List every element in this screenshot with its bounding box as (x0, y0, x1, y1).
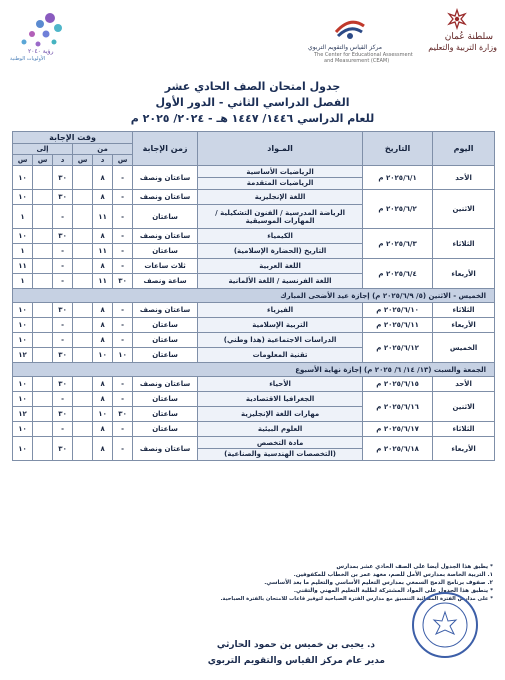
cell-date: ٢٠٢٥/٦/١٦ م (363, 392, 433, 422)
subject-name: الرياضيات الأساسية (246, 168, 314, 176)
schedule-section-2 (13, 303, 495, 363)
cell-to-gap (33, 259, 53, 274)
cell-from-gap (73, 392, 93, 407)
subject-name: العلوم البيئية (257, 425, 303, 433)
cell-to-s: ١١ (13, 259, 33, 274)
cell-from-gap (73, 333, 93, 348)
signatory-title: مدير عام مركز القياس والتقويم التربوي (207, 656, 385, 666)
cell-subjects (198, 205, 363, 229)
cell-from-gap (73, 422, 93, 437)
cell-to-gap (33, 377, 53, 392)
cell-subjects (198, 229, 363, 244)
cell-to-gap (33, 333, 53, 348)
cell-date: ٢٠٢٥/٦/١١ م (363, 318, 433, 333)
cell-to-s: ١٠ (13, 190, 33, 205)
cell-from-s: - (113, 244, 133, 259)
cell-to-d: - (53, 259, 73, 274)
cell-day: الثلاثاء (433, 229, 495, 259)
table-row (13, 437, 495, 461)
subject-name: التربية الإسلامية (252, 321, 308, 329)
cell-to-s: ١٠ (13, 318, 33, 333)
cell-subjects (198, 407, 363, 422)
cell-day: الاثنين (433, 190, 495, 229)
cell-from-s: - (113, 333, 133, 348)
subject-name: التاريخ (الحضارة الإسلامية) (233, 247, 327, 255)
cell-subjects (198, 166, 363, 190)
cell-day: الأحد (433, 377, 495, 392)
header-answer-time: وقت الإجابة (13, 132, 133, 144)
signatory-name: د. يحيى بن خميس بن حمود الحارثي (216, 640, 375, 650)
cell-subjects (198, 348, 363, 363)
note-line: * على مدارس الفترة المسائية التنسيق مع مدارس الفترة الصباحية لتوفير قاعات للامتحان بالفترة الصباحية. (220, 596, 493, 602)
cell-subjects (198, 259, 363, 274)
cell-from-s: - (113, 190, 133, 205)
vision-logo (10, 8, 70, 68)
subject-name: مادة التخصص (256, 439, 304, 447)
cell-from-d: ٨ (93, 303, 113, 318)
center-name-en-2: and Measurement (CEAM) (324, 58, 390, 64)
header-date: التاريخ (363, 132, 433, 166)
title-line-2: الفصل الدراسي الثاني - الدور الأول (155, 96, 350, 109)
ministry-name-line2: وزارة التربية والتعليم (428, 43, 497, 52)
cell-to-gap (33, 318, 53, 333)
cell-day: الاثنين (433, 392, 495, 422)
cell-duration: ساعتان (133, 348, 198, 363)
header-unit-s: س (33, 155, 53, 166)
cell-from-gap (73, 303, 93, 318)
cell-day: الثلاثاء (433, 422, 495, 437)
cell-to-gap (33, 348, 53, 363)
ministry-name-line1: سلطنة عُمان (444, 32, 493, 42)
cell-date: ٢٠٢٥/٦/١٢ م (363, 333, 433, 363)
cell-to-gap (33, 437, 53, 461)
cell-subjects (198, 392, 363, 407)
cell-from-d: ٨ (93, 166, 113, 190)
subject-name: الفيزياء (267, 306, 294, 314)
cell-from-gap (73, 348, 93, 363)
cell-subjects (198, 244, 363, 259)
cell-to-d: - (53, 205, 73, 229)
cell-duration: ساعتان (133, 318, 198, 333)
cell-subjects (198, 333, 363, 348)
cell-from-s: - (113, 303, 133, 318)
table-row (13, 303, 495, 318)
cell-duration: ساعتان ونصف (133, 190, 198, 205)
table-row (13, 422, 495, 437)
subject-name: اللغة الإنجليزية (254, 193, 306, 201)
cell-subjects (198, 303, 363, 318)
cell-duration: ساعتان (133, 422, 198, 437)
vision-caption: الأولويات الوطنية (10, 56, 46, 62)
cell-to-d: ٣٠ (53, 348, 73, 363)
cell-to-s: ١ (13, 205, 33, 229)
cell-day: الثلاثاء (433, 303, 495, 318)
cell-to-gap (33, 244, 53, 259)
cell-from-d: ١١ (93, 205, 113, 229)
cell-from-d: ٨ (93, 229, 113, 244)
cell-day: الأربعاء (433, 318, 495, 333)
holiday-separator-1: الخميس - الاثنين (٥/ ٢٠٢٥/٦/٩ م) إجازة عيد الأضحى المبارك (13, 289, 495, 303)
cell-to-s: ١٠ (13, 377, 33, 392)
cell-from-d: ٨ (93, 437, 113, 461)
cell-from-s: ١٠ (113, 348, 133, 363)
cell-to-d: - (53, 392, 73, 407)
cell-to-gap (33, 407, 53, 422)
cell-from-gap (73, 166, 93, 190)
cell-duration: ساعتان ونصف (133, 303, 198, 318)
cell-to-s: ١ (13, 274, 33, 289)
cell-day: الأربعاء (433, 259, 495, 289)
cell-from-gap (73, 190, 93, 205)
cell-from-d: ٨ (93, 377, 113, 392)
cell-from-d: ٨ (93, 333, 113, 348)
cell-from-gap (73, 229, 93, 244)
table-row (13, 392, 495, 407)
title-line-3: للعام الدراسي ١٤٤٦/ ١٤٤٧ هـ - ٢٠٢٤/ ٢٠٢٥ م (130, 112, 375, 125)
cell-from-s: - (113, 377, 133, 392)
subject-name: الدراسات الاجتماعية (هذا وطني) (223, 336, 337, 344)
cell-date: ٢٠٢٥/٦/١٥ م (363, 377, 433, 392)
note-line: ١. التربية الخاصة بمدارس الأمل للصم، معهد عمر بن الخطاب للمكفوفين. (293, 572, 493, 578)
cell-to-gap (33, 392, 53, 407)
cell-from-s: - (113, 166, 133, 190)
cell-date: ٢٠٢٥/٦/١ م (363, 166, 433, 190)
note-line: * يطبق هذا الجدول أيضا على الصف الحادي عشر بمدارس (336, 564, 493, 570)
cell-duration: ساعتان ونصف (133, 437, 198, 461)
cell-to-d: ٣٠ (53, 407, 73, 422)
cell-from-s: - (113, 259, 133, 274)
cell-from-gap (73, 318, 93, 333)
cell-to-gap (33, 274, 53, 289)
header-day: اليوم (433, 132, 495, 166)
cell-from-gap (73, 259, 93, 274)
cell-duration: ساعتان ونصف (133, 229, 198, 244)
cell-subjects (198, 422, 363, 437)
cell-from-s: ٣٠ (113, 274, 133, 289)
cell-to-d: - (53, 318, 73, 333)
subject-name: الكيمياء (267, 232, 293, 240)
cell-to-s: ١٠ (13, 229, 33, 244)
subject-name: اللغة الفرنسية / اللغة الألمانية (228, 277, 332, 285)
cell-to-s: ١٠ (13, 303, 33, 318)
cell-subjects (198, 274, 363, 289)
subject-name: الأحياء (269, 380, 291, 388)
cell-to-d: ٣٠ (53, 229, 73, 244)
cell-from-d: ١٠ (93, 348, 113, 363)
cell-to-d: - (53, 333, 73, 348)
cell-date: ٢٠٢٥/٦/١٧ م (363, 422, 433, 437)
cell-day: الخميس (433, 333, 495, 363)
table-row (13, 190, 495, 205)
cell-from-gap (73, 244, 93, 259)
cell-subjects (198, 190, 363, 205)
cell-from-s: - (113, 437, 133, 461)
cell-subjects (198, 377, 363, 392)
table-row (13, 229, 495, 244)
note-line: ٢. صفوف برنامج الدمج السمعي بمدارس التعليم الأساسي والتعليم ما بعد الأساسي. (264, 580, 493, 586)
cell-to-s: ١٠ (13, 437, 33, 461)
cell-date: ٢٠٢٥/٦/١٨ م (363, 437, 433, 461)
cell-duration: ساعتان (133, 392, 198, 407)
cell-from-d: ٨ (93, 259, 113, 274)
cell-date: ٢٠٢٥/٦/١٠ م (363, 303, 433, 318)
cell-from-s: - (113, 229, 133, 244)
cell-subjects (198, 437, 363, 461)
header-to: إلى (13, 144, 73, 155)
cell-from-gap (73, 205, 93, 229)
cell-duration: ساعتان (133, 205, 198, 229)
cell-to-s: ١٠ (13, 166, 33, 190)
cell-to-d: - (53, 422, 73, 437)
title-line-1: جدول امتحان الصف الحادي عشر (164, 80, 341, 93)
ceam-emblem-icon (332, 14, 368, 44)
cell-from-gap (73, 274, 93, 289)
official-stamp (410, 590, 480, 660)
cell-from-d: ٨ (93, 190, 113, 205)
ceam-logo (300, 14, 413, 64)
table-row (13, 377, 495, 392)
cell-from-s: - (113, 392, 133, 407)
cell-to-gap (33, 303, 53, 318)
cell-duration: ساعتان (133, 407, 198, 422)
cell-duration: ثلاث ساعات (133, 259, 198, 274)
subject-name: اللغة العربية (259, 262, 301, 270)
cell-from-s: - (113, 422, 133, 437)
cell-duration: ساعتان (133, 333, 198, 348)
header-unit-s: س (73, 155, 93, 166)
cell-from-gap (73, 377, 93, 392)
header-unit-d: د (93, 155, 113, 166)
cell-to-s: ١٠ (13, 422, 33, 437)
header-duration: زمن الإجابة (133, 132, 198, 166)
cell-to-d: ٣٠ (53, 437, 73, 461)
cell-from-d: ١١ (93, 244, 113, 259)
ministry-logo (415, 8, 497, 56)
exam-schedule-table (12, 131, 494, 461)
cell-day: الأربعاء (433, 437, 495, 461)
cell-to-gap (33, 205, 53, 229)
table-row (13, 318, 495, 333)
note-line: * ينطبق هذا الجدول على المواد المشتركة لطلبة التعليم المهني والتقني. (293, 588, 493, 594)
cell-to-gap (33, 166, 53, 190)
schedule-section-1 (13, 166, 495, 289)
center-name-ar: مركز القياس والتقويم التربوي (308, 44, 382, 51)
holiday-separator-2: الجمعة والسبت (١٣/ ١٤/ ٦/ ٢٠٢٥ م) إجازة نهاية الأسبوع (13, 363, 495, 377)
cell-date: ٢٠٢٥/٦/٢ م (363, 190, 433, 229)
header-from: من (73, 144, 133, 155)
subject-name: الجغرافيا الاقتصادية (245, 395, 315, 403)
cell-duration: ساعتان ونصف (133, 166, 198, 190)
header-subjects: المـواد (198, 132, 363, 166)
table-row (13, 166, 495, 190)
cell-to-gap (33, 229, 53, 244)
cell-date: ٢٠٢٥/٦/٤ م (363, 259, 433, 289)
cell-from-d: ٨ (93, 392, 113, 407)
cell-to-d: - (53, 244, 73, 259)
cell-to-d: ٣٠ (53, 303, 73, 318)
cell-duration: ساعتان (133, 244, 198, 259)
cell-from-s: ٣٠ (113, 407, 133, 422)
cell-day: الأحد (433, 166, 495, 190)
stamp-seal-icon (410, 590, 480, 660)
cell-to-d: ٣٠ (53, 166, 73, 190)
cell-to-s: ١٠ (13, 392, 33, 407)
schedule-grid (12, 131, 495, 461)
cell-to-s: ١٠ (13, 333, 33, 348)
cell-from-d: ١٠ (93, 407, 113, 422)
subject-name: تقنية المعلومات (252, 351, 308, 359)
table-row (13, 259, 495, 274)
vision-text: رؤية ٢٠٤٠ (28, 48, 54, 55)
cell-from-s: - (113, 318, 133, 333)
cell-to-gap (33, 190, 53, 205)
cell-from-gap (73, 437, 93, 461)
header-unit-s: س (113, 155, 133, 166)
cell-to-s: ١ (13, 244, 33, 259)
header-unit-d: د (53, 155, 73, 166)
subject-name: (التخصصات الهندسية والصناعية) (198, 448, 362, 459)
cell-to-gap (33, 422, 53, 437)
cell-from-d: ٨ (93, 318, 113, 333)
cell-from-s: - (113, 205, 133, 229)
cell-subjects (198, 318, 363, 333)
cell-to-d: - (53, 274, 73, 289)
cell-date: ٢٠٢٥/٦/٣ م (363, 229, 433, 259)
subject-name: الرياضة المدرسية / الفنون التشكيلية / المهارات الموسيقية (215, 208, 346, 225)
cell-duration: ساعتان ونصف (133, 377, 198, 392)
cell-to-s: ١٢ (13, 407, 33, 422)
center-name-en-1: The Center for Educational Assessment (314, 52, 413, 58)
cell-to-s: ١٢ (13, 348, 33, 363)
subject-name: الرياضيات المتقدمة (198, 177, 362, 188)
cell-duration: ساعة ونصف (133, 274, 198, 289)
cell-from-d: ١١ (93, 274, 113, 289)
schedule-section-3 (13, 377, 495, 461)
subject-name: مهارات اللغة الإنجليزية (240, 410, 320, 418)
oman-emblem-icon (445, 8, 469, 30)
cell-from-gap (73, 407, 93, 422)
table-row (13, 333, 495, 348)
cell-to-d: ٣٠ (53, 190, 73, 205)
cell-to-d: ٣٠ (53, 377, 73, 392)
header-unit-s: س (13, 155, 33, 166)
cell-from-d: ٨ (93, 422, 113, 437)
